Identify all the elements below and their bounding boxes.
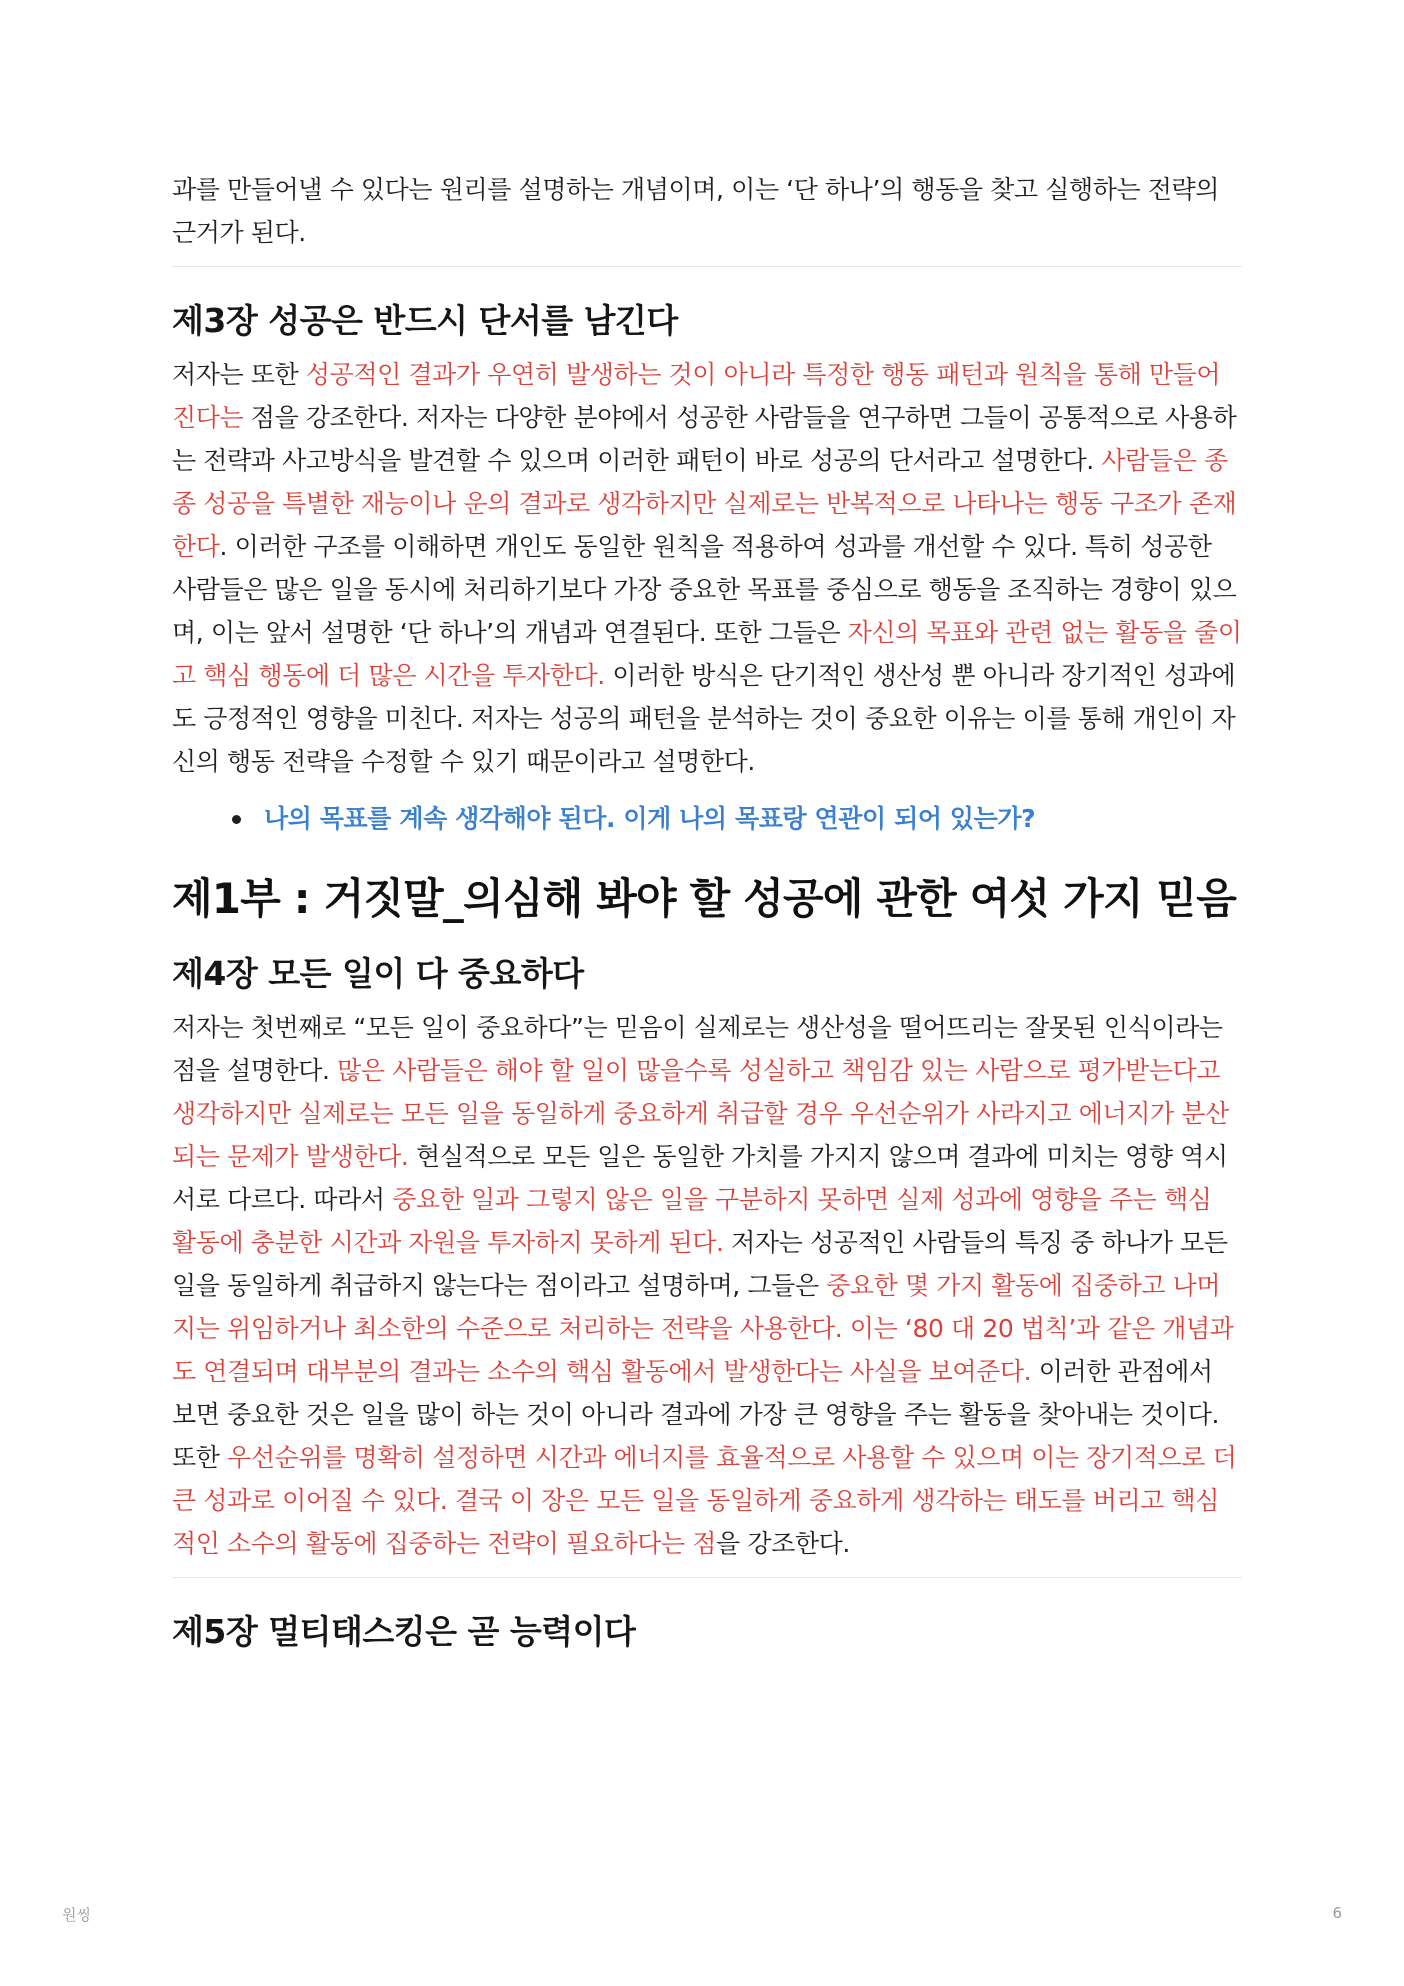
chapter-3-paragraph bbox=[172, 353, 1242, 783]
footer-page-number: 6 bbox=[1332, 1904, 1342, 1922]
section-divider bbox=[172, 1577, 1242, 1578]
ch3-text-1: 저자는 또한 bbox=[172, 360, 306, 389]
document-page bbox=[172, 168, 1242, 1656]
ch3-highlight-2: 사람들은 종종 성공을 특별한 재능이나 운의 결과로 생각하지만 실제로는 반복적으로 나타나는 행동 구조가 존재한다 bbox=[172, 446, 1237, 561]
ch4-text-3: 저자는 성공적인 사람들의 특징 중 하나가 모든 일을 동일하게 취급하지 않는다는 점이라고 설명하며, 그들은 bbox=[172, 1228, 1228, 1300]
ch3-text-4: 이러한 방식은 단기적인 생산성 뿐 아니라 장기적인 성과에도 긍정적인 영향을 미친다. 저자는 성공의 패턴을 분석하는 것이 중요한 이유는 이를 통해 개인이 자신의 행동 전략을 수정할 수 있기 때문이라고 설명한다. bbox=[172, 661, 1236, 776]
ch4-text-2: 현실적으로 모든 일은 동일한 가치를 가지지 않으며 결과에 미치는 영향 역시 서로 다르다. 따라서 bbox=[172, 1142, 1228, 1214]
ch4-highlight-4: 우선순위를 명확히 설정하면 시간과 에너지를 효율적으로 사용할 수 있으며 이는 장기적으로 더 큰 성과로 이어질 수 있다. 결국 이 장은 모든 일을 동일하게 중요하게 생각하는 태도를 버리고 핵심적인 소수의 활동에 집중하는 전략이 필요하다는 점 bbox=[172, 1443, 1237, 1558]
section-divider bbox=[172, 266, 1242, 267]
bullet-item bbox=[172, 797, 1242, 840]
bullet-text: 나의 목표를 계속 생각해야 된다. 이게 나의 목표랑 연관이 되어 있는가? bbox=[264, 804, 1036, 833]
chapter-4-paragraph bbox=[172, 1006, 1242, 1565]
bullet-dot-icon bbox=[232, 815, 241, 824]
ch3-highlight-1: 성공적인 결과가 우연히 발생하는 것이 아니라 특정한 행동 패턴과 원칙을 통해 만들어진다는 bbox=[172, 360, 1221, 432]
ch4-text-1: 저자는 첫번째로 “모든 일이 중요하다”는 믿음이 실제로는 생산성을 떨어뜨리는 잘못된 인식이라는 점을 설명한다. bbox=[172, 1013, 1223, 1085]
footer-book-title: 원씽 bbox=[62, 1906, 91, 1924]
chapter-3-title: 제3장 성공은 반드시 단서를 남긴다 bbox=[172, 301, 678, 340]
part-1-title: 제1부 : 거짓말_의심해 봐야 할 성공에 관한 여섯 가지 믿음 bbox=[172, 874, 1237, 923]
ch4-highlight-1: 많은 사람들은 해야 할 일이 많을수록 성실하고 책임감 있는 사람으로 평가받는다고 생각하지만 실제로는 모든 일을 동일하게 중요하게 취급할 경우 우선순위가 사라지고 에너지가 분산되는 문제가 발생한다. bbox=[172, 1056, 1229, 1171]
ch4-highlight-2: 중요한 일과 그렇지 않은 일을 구분하지 못하면 실제 성과에 영향을 주는 핵심 활동에 충분한 시간과 자원을 투자하지 못하게 된다. bbox=[172, 1185, 1212, 1257]
ch3-highlight-3: 자신의 목표와 관련 없는 활동을 줄이고 핵심 행동에 더 많은 시간을 투자한다. bbox=[172, 618, 1242, 690]
ch3-text-2: 점을 강조한다. 저자는 다양한 분야에서 성공한 사람들을 연구하면 그들이 공통적으로 사용하는 전략과 사고방식을 발견할 수 있으며 이러한 패턴이 바로 성공의 단서라고 설명한다. bbox=[172, 403, 1237, 475]
chapter-3-bullet-list bbox=[172, 797, 1242, 840]
ch3-text-3: . 이러한 구조를 이해하면 개인도 동일한 원칙을 적용하여 성과를 개선할 수 있다. 특히 성공한 사람들은 많은 일을 동시에 처리하기보다 가장 중요한 목표를 중심으로 행동을 조직하는 경향이 있으며, 이는 앞서 설명한 ‘단 하나’의 개념과 연결된다. 또한 그들은 bbox=[172, 532, 1237, 647]
ch4-highlight-3: 중요한 몇 가지 활동에 집중하고 나머지는 위임하거나 최소한의 수준으로 처리하는 전략을 사용한다. 이는 ‘80 대 20 법칙’과 같은 개념과도 연결되며 대부분의 결과는 소수의 핵심 활동에서 발생한다는 사실을 보여준다. bbox=[172, 1271, 1234, 1386]
ch4-text-5: 을 강조한다. bbox=[716, 1529, 850, 1558]
chapter-4-title: 제4장 모든 일이 다 중요하다 bbox=[172, 954, 584, 993]
ch4-text-4: 이러한 관점에서 보면 중요한 것은 일을 많이 하는 것이 아니라 결과에 가장 큰 영향을 주는 활동을 찾아내는 것이다. 또한 bbox=[172, 1357, 1220, 1472]
chapter-5-title: 제5장 멀티태스킹은 곧 능력이다 bbox=[172, 1612, 636, 1651]
intro-paragraph: 과를 만들어낼 수 있다는 원리를 설명하는 개념이며, 이는 ‘단 하나’의 행동을 찾고 실행하는 전략의 근거가 된다. bbox=[172, 175, 1220, 247]
